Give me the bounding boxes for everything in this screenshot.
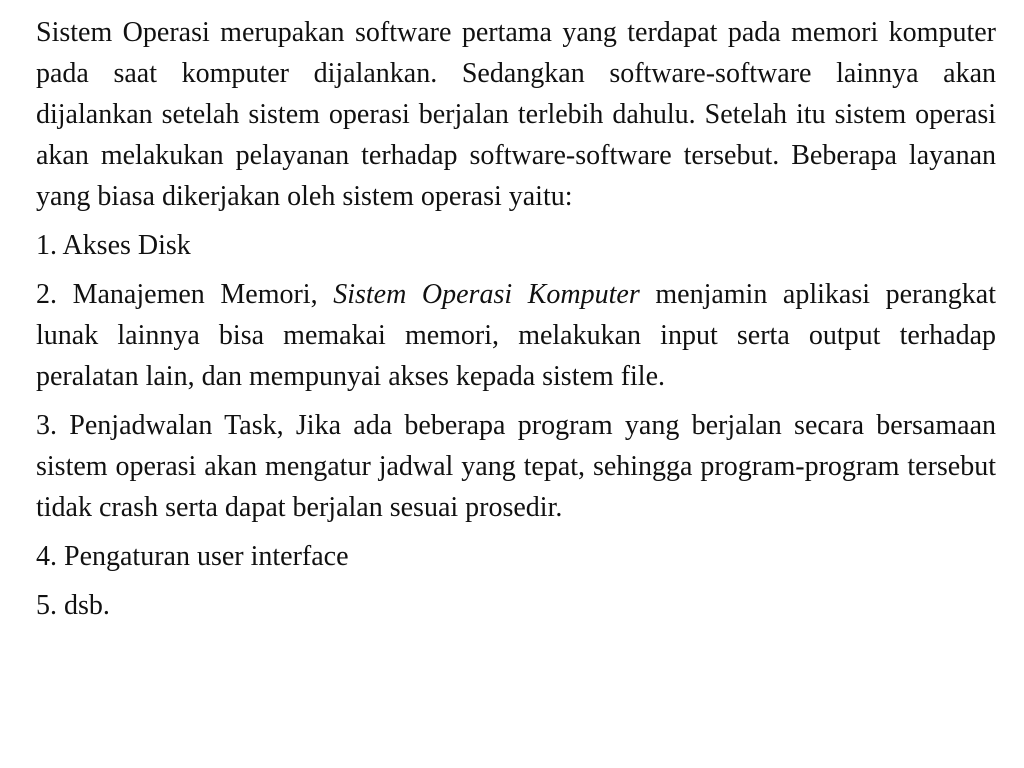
item2-rest-text: menjamin aplikasi perangkat lunak lainnya bisa memakai memori, melakukan input serta output terhadap peralatan lain, dan mempunyai akses kepada sistem file. bbox=[36, 279, 997, 392]
item2-lead-text: 2. Manajemen Memori, bbox=[36, 279, 334, 310]
item2-emphasis-text: Sistem Operasi Komputer bbox=[333, 279, 640, 310]
list-item-dsb: 5. dsb. bbox=[36, 590, 110, 621]
list-item-user-interface: 4. Pengaturan user interface bbox=[36, 541, 349, 572]
list-item-akses-disk: 1. Akses Disk bbox=[36, 230, 191, 261]
list-item-penjadwalan-task: 3. Penjadwalan Task, Jika ada beberapa program yang berjalan secara bersamaan sistem operasi akan mengatur jadwal yang tepat, sehingga program-program tersebut tidak crash serta dapat berjalan sesuai prosedir. bbox=[36, 410, 996, 523]
document-body bbox=[36, 12, 996, 634]
intro-paragraph: Sistem Operasi merupakan software pertama yang terdapat pada memori komputer pada saat komputer dijalankan. Sedangkan software-software lainnya akan dijalankan setelah sistem operasi berjalan terlebih dahulu. Setelah itu sistem operasi akan melakukan pelayanan terhadap software-software tersebut. Beberapa layanan yang biasa dikerjakan oleh sistem operasi yaitu: bbox=[36, 17, 996, 212]
list-item-manajemen-memori bbox=[36, 274, 996, 397]
